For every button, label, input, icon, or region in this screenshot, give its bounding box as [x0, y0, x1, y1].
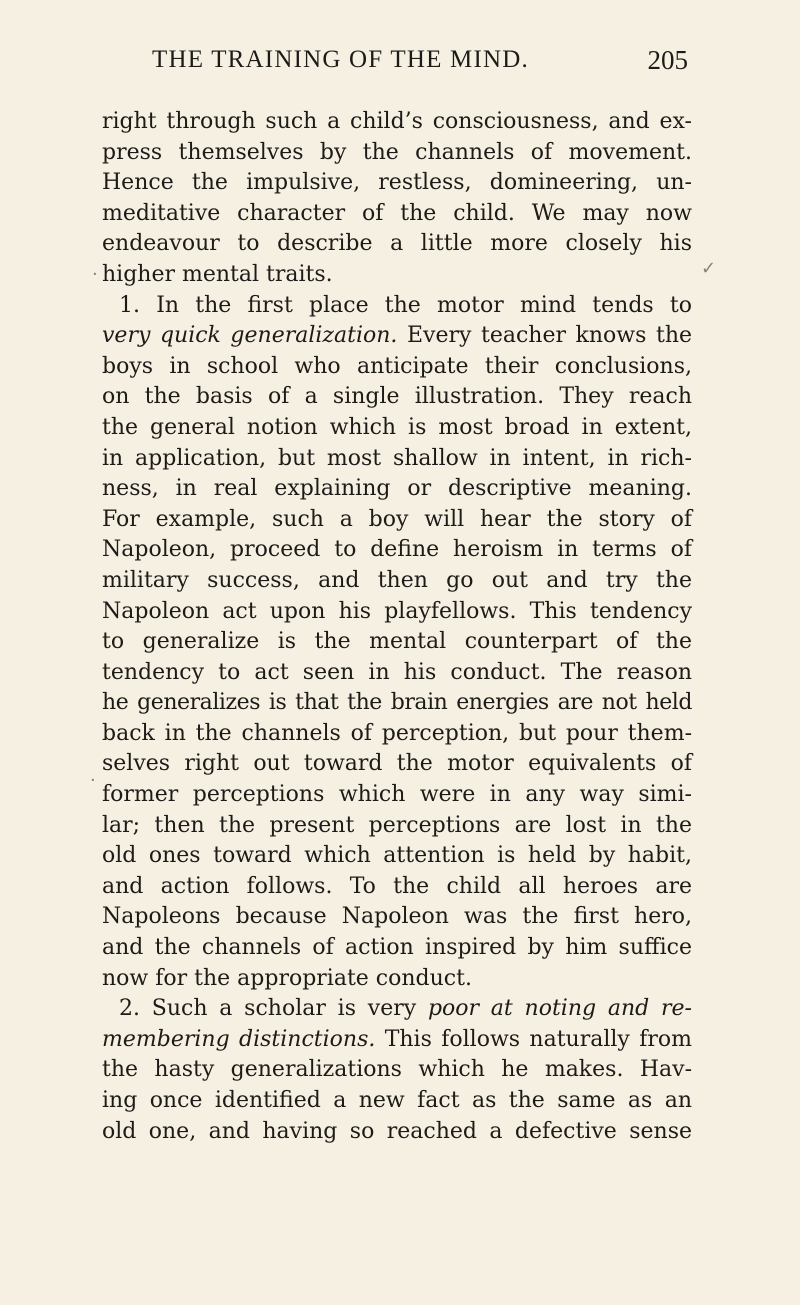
text-line: and the channels of action inspired by him suffice	[102, 935, 692, 961]
text-line: back in the channels of perception, but pour them-	[102, 720, 692, 746]
text-line: former perceptions which were in any way simi-	[102, 782, 692, 808]
text-line: lar; then the present perceptions are lost in the	[102, 812, 692, 838]
text-line: Hence the impulsive, restless, domineering, un-	[102, 170, 692, 196]
text-line: For example, such a boy will hear the story of	[102, 506, 692, 532]
text-line: he generalizes is that the brain energies are not held	[102, 690, 692, 716]
text-line: and action follows. To the child all heroes are	[102, 873, 692, 899]
running-title: THE TRAINING OF THE MIND.	[152, 46, 529, 73]
text-line: Napoleon, proceed to define heroism in terms of	[102, 537, 692, 563]
text-line: boys in school who anticipate their conclusions,	[102, 353, 692, 379]
text-line: press themselves by the channels of movement.	[102, 139, 692, 165]
text-line: on the basis of a single illustration. They reach	[102, 384, 692, 410]
body-text	[102, 107, 692, 1147]
margin-dot: ·	[90, 770, 96, 791]
page-number: 205	[647, 45, 688, 75]
text-line: meditative character of the child. We may now	[102, 200, 692, 226]
italic-phrase: poor at noting and re-	[427, 996, 692, 1022]
text-run: Every teacher knows the	[407, 323, 693, 349]
text-line: selves right out toward the motor equivalents of	[102, 751, 692, 777]
text-line: ness, in real explaining or descriptive meaning.	[102, 476, 692, 502]
text-line: the general notion which is most broad in extent,	[102, 414, 692, 440]
margin-pencil-mark: ✓	[701, 258, 717, 279]
text-line: in application, but most shallow in intent, in rich-	[102, 445, 692, 471]
text-line: Napoleon act upon his playfellows. This tendency	[102, 598, 692, 624]
text-run: 2. Such a scholar is very	[119, 996, 417, 1022]
text-line: military success, and then go out and try the	[102, 567, 692, 593]
text-line: the hasty generalizations which he makes. Hav-	[102, 1057, 692, 1083]
italic-phrase: membering distinctions.	[102, 1026, 376, 1052]
text-line: Napoleons because Napoleon was the first hero,	[102, 904, 692, 930]
text-line-mixed	[102, 1025, 692, 1056]
text-line: to generalize is the mental counterpart of the	[102, 629, 692, 655]
text-run: This follows naturally from	[384, 1026, 692, 1052]
text-line: right through such a child’s consciousness, and ex-	[102, 109, 692, 134]
text-line: 1. In the first place the motor mind tends to	[119, 292, 692, 318]
italic-phrase: very quick generalization.	[102, 323, 398, 349]
text-line: now for the appropriate conduct.	[102, 965, 472, 991]
text-line-mixed	[102, 321, 692, 352]
text-line: higher mental traits.	[102, 261, 333, 287]
text-line: ing once identified a new fact as the same as an	[102, 1088, 692, 1113]
margin-dot: ·	[92, 264, 98, 285]
text-line: tendency to act seen in his conduct. The reason	[102, 659, 692, 685]
text-line-mixed	[102, 994, 692, 1025]
running-head	[152, 44, 688, 84]
text-line: endeavour to describe a little more closely his	[102, 231, 692, 257]
text-line: old one, and having so reached a defective sense	[102, 1118, 692, 1144]
text-line: old ones toward which attention is held by habit,	[102, 843, 692, 869]
